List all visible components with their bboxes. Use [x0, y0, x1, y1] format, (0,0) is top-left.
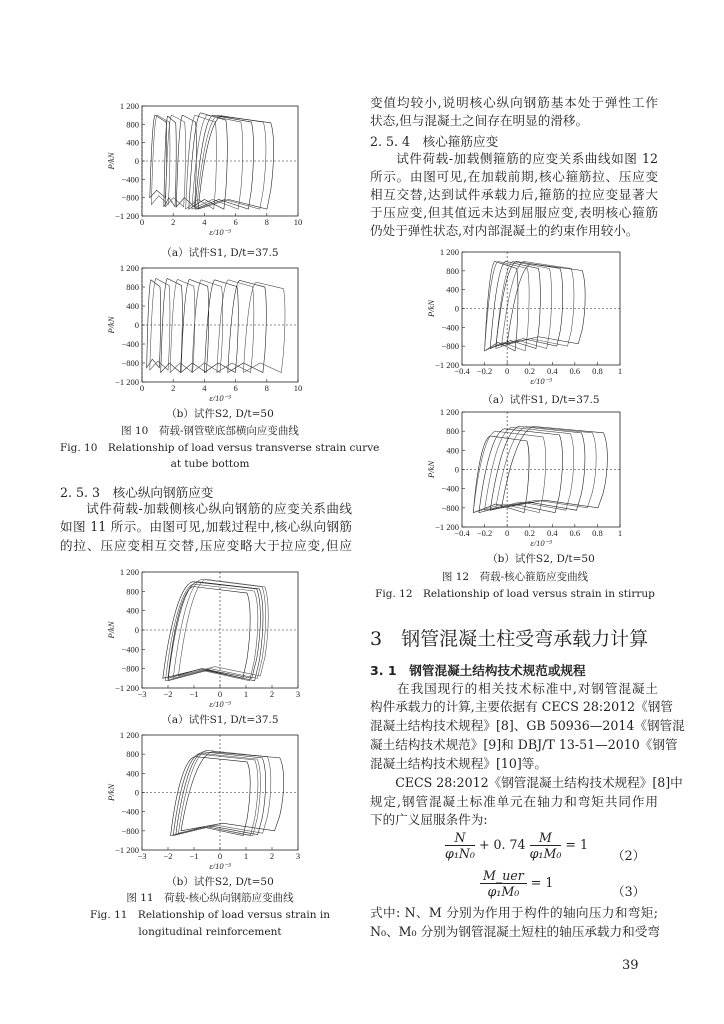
section-heading-2-5-3: 2. 5. 3 核心纵向钢筋应变: [60, 485, 214, 500]
fig12a-subcaption: （a）试件S1, D/t=37.5: [482, 394, 600, 406]
x-tick-label: 0.4: [546, 528, 558, 538]
hysteresis-loop: [161, 278, 183, 372]
y-tick-label: −800: [121, 825, 139, 836]
paragraph-line: 构件承载力的计算,主要依据有 CECS 28:2012《钢管: [370, 699, 673, 714]
x-axis-label: ε/10⁻³: [530, 376, 552, 386]
chart-fig10a: [106, 101, 303, 237]
x-tick-label: 1: [243, 851, 249, 861]
eq3-denominator: φ₁M₀: [487, 884, 520, 899]
y-axis-label: P/kN: [106, 152, 116, 170]
y-tick-label: 800: [446, 426, 459, 437]
y-tick-label: −400: [121, 174, 139, 185]
eq2-denominator-2: φ₁M₀: [529, 846, 562, 861]
plot-frame: [462, 252, 620, 365]
chart-fig10b: [106, 263, 303, 403]
hysteresis-loop: [502, 261, 574, 346]
paragraph-line: 混凝土结构技术规程》[8]、GB 50936—2014《钢管混: [370, 718, 685, 733]
y-axis-label: P/kN: [106, 784, 116, 801]
paragraph-line: 变值均较小,说明核心纵向钢筋基本处于弹性工作: [370, 95, 658, 110]
x-tick-label: −0.2: [476, 366, 493, 376]
eq2-rhs: = 1: [565, 837, 588, 852]
x-tick-label: 0: [139, 383, 145, 393]
chart-fig11b: [106, 730, 301, 871]
paragraph-line: 下的广义屈服条件为:: [370, 812, 488, 827]
y-tick-label: 0: [134, 625, 139, 635]
x-tick-label: 0.2: [524, 528, 536, 538]
x-axis-label: ε/10⁻³: [530, 538, 552, 548]
hysteresis-loop: [490, 426, 585, 510]
y-tick-label: 0: [134, 787, 139, 798]
x-tick-label: 8: [264, 217, 269, 227]
chart-fig12a: [426, 247, 623, 386]
y-tick-label: −800: [121, 358, 139, 368]
y-tick-label: −400: [441, 483, 459, 494]
paragraph-line: 所示。由图可见,在加载前期,核心箍筋拉、压应变: [370, 169, 658, 184]
y-tick-label: 400: [126, 137, 139, 148]
paragraph-line: N₀、M₀ 分别为钢管混凝土短柱的轴压承载力和受弯: [370, 924, 660, 939]
fig11-caption-en-2: longitudinal reinforcement: [138, 926, 282, 938]
hysteresis-loop: [195, 115, 254, 209]
y-tick-label: −1 200: [435, 522, 459, 532]
fig10-caption-en: Fig. 10 Relationship of load versus transverse strain curve: [60, 442, 380, 454]
x-tick-label: 0: [217, 689, 223, 699]
x-tick-label: 2: [269, 851, 275, 861]
fig10a-subcaption: （a）试件S1, D/t=37.5: [161, 247, 279, 259]
paragraph-line: 凝土结构技术规范》[9]和 DBJ/T 13-51—2010《钢管: [370, 737, 678, 752]
hysteresis-loop: [178, 579, 268, 676]
x-tick-label: 4: [202, 217, 207, 227]
y-tick-label: 800: [446, 265, 459, 276]
paragraph-line: 试件荷载-加载侧核心纵向钢筋的应变关系曲线: [60, 501, 352, 516]
fig12-caption-cn: 图 12 荷载-核心箍筋应变曲线: [441, 571, 589, 583]
x-tick-label: −0.2: [476, 528, 493, 538]
fig11-caption-cn: 图 11 荷载-核心纵向钢筋应变曲线: [126, 892, 294, 904]
hysteresis-loop: [228, 280, 267, 372]
y-tick-label: 400: [126, 605, 139, 616]
y-tick-label: 800: [126, 749, 139, 760]
x-tick-label: 6: [233, 383, 238, 393]
y-axis-label: P/kN: [426, 300, 436, 317]
eq3-number: （3）: [612, 884, 646, 899]
x-tick-label: 8: [264, 383, 269, 393]
fig11-caption-en: Fig. 11 Relationship of load versus strain in: [90, 909, 330, 921]
hysteresis-loop: [165, 584, 257, 681]
x-tick-label: −0.4: [454, 528, 470, 538]
y-tick-label: −1 200: [115, 211, 139, 221]
y-tick-label: 0: [454, 464, 459, 475]
x-tick-label: 0.8: [592, 366, 603, 376]
y-tick-label: −1 200: [115, 377, 139, 387]
y-tick-label: 1 200: [119, 101, 139, 111]
x-tick-label: 0.4: [546, 366, 558, 376]
paragraph-line: 试件荷载-加载侧箍筋的应变关系曲线如图 12: [370, 151, 658, 166]
x-tick-label: 2: [171, 383, 176, 393]
x-tick-label: 0.8: [592, 528, 603, 538]
x-tick-label: −1: [189, 851, 199, 861]
y-tick-label: 1 200: [119, 567, 139, 577]
hysteresis-loop: [168, 582, 263, 681]
y-tick-label: 400: [446, 445, 459, 456]
eq2-numerator: N: [445, 830, 475, 846]
paragraph-line: CECS 28:2012《钢管混凝土结构技术规程》[8]中: [370, 775, 683, 790]
x-tick-label: 1: [617, 528, 623, 538]
hysteresis-loop: [178, 750, 270, 833]
hysteresis-loop: [496, 261, 552, 348]
x-tick-label: 3: [295, 689, 301, 699]
paragraph-line: 在我国现行的相关技术标准中,对钢管混凝土: [370, 681, 658, 696]
y-tick-label: 1 200: [439, 247, 459, 257]
x-axis-label: ε/10⁻³: [209, 393, 231, 403]
paragraph-line: 仍处于弹性状态,对内部混凝土的约束作用较小。: [370, 223, 639, 238]
y-tick-label: 800: [126, 586, 139, 597]
y-tick-label: 0: [134, 320, 139, 330]
y-tick-label: 800: [126, 119, 139, 130]
x-tick-label: 1: [617, 366, 623, 376]
section-heading-3-1: 3. 1 钢管混凝土结构技术规范或规程: [370, 663, 586, 678]
x-tick-label: 0.6: [569, 366, 581, 376]
y-tick-label: 0: [454, 303, 459, 314]
hysteresis-loop: [197, 115, 266, 209]
y-axis-label: P/kN: [106, 621, 116, 639]
x-tick-label: 0: [217, 851, 223, 861]
y-tick-label: −400: [121, 339, 139, 349]
y-tick-label: −800: [121, 192, 139, 203]
paragraph-line: 如图 11 所示。由图可见,加载过程中,核心纵向钢筋: [60, 519, 352, 534]
paragraph-line: 规定,钢管混凝土标准单元在轴力和弯矩共同作用: [370, 794, 658, 809]
y-tick-label: −1 200: [115, 845, 139, 855]
y-tick-label: 1 200: [439, 407, 459, 417]
x-tick-label: 10: [293, 383, 303, 393]
y-tick-label: 400: [126, 301, 139, 311]
y-tick-label: 400: [126, 768, 139, 779]
y-tick-label: −800: [441, 502, 459, 513]
paragraph-line: 状态,但与混凝土之间存在明显的滑移。: [370, 113, 589, 128]
x-tick-label: 1: [243, 689, 249, 699]
fig12-caption-en: Fig. 12 Relationship of load versus strain in stirrup: [375, 588, 655, 600]
fig12b-subcaption: （b）试件S2, D/t=50: [487, 553, 595, 565]
y-axis-label: P/kN: [106, 316, 116, 334]
fig10-caption-cn: 图 10 荷载-钢管壁底部横向应变曲线: [121, 425, 299, 437]
x-tick-label: 0: [505, 366, 510, 376]
eq2-numerator-2: M: [530, 830, 562, 846]
y-tick-label: −800: [441, 341, 459, 352]
y-tick-label: −400: [121, 806, 139, 817]
paragraph-line: 于压应变,但其值远未达到屈服应变,表明核心箍筋: [370, 205, 658, 220]
y-tick-label: −400: [121, 644, 139, 655]
eq3-rhs: = 1: [530, 875, 554, 890]
paragraph-line: 式中: N、M 分别为作用于构件的轴向压力和弯矩;: [370, 905, 658, 920]
chart-fig11a: [106, 567, 301, 709]
y-tick-label: 400: [446, 284, 459, 295]
chart-fig12b: [426, 407, 623, 548]
y-tick-label: 800: [126, 282, 139, 292]
y-tick-label: 1 200: [119, 263, 139, 273]
section-heading-2-5-4: 2. 5. 4 核心箍筋应变: [370, 134, 499, 149]
x-axis-label: ε/10⁻³: [209, 699, 231, 709]
equation-2: [445, 830, 588, 861]
eq2-denominator: φ₁N₀: [445, 846, 475, 861]
y-tick-label: 0: [134, 156, 139, 166]
x-tick-label: −3: [137, 851, 147, 861]
y-tick-label: 1 200: [119, 730, 139, 740]
x-tick-label: 0.2: [524, 366, 536, 376]
paragraph-line: 混凝土结构技术规程》[10]等。: [370, 756, 547, 771]
eq2-coefficient: + 0. 74: [478, 837, 526, 852]
equation-3: [480, 868, 553, 899]
x-axis-label: ε/10⁻³: [209, 227, 231, 237]
x-tick-label: 2: [171, 217, 176, 227]
hysteresis-loop: [473, 436, 529, 513]
x-tick-label: 0: [505, 528, 510, 538]
eq3-numerator: M_uer: [480, 868, 527, 884]
x-tick-label: 10: [293, 217, 303, 227]
hysteresis-loop: [173, 579, 265, 678]
section-heading-3: 3 钢管混凝土柱受弯承载力计算: [370, 628, 649, 650]
x-tick-label: −2: [163, 851, 173, 861]
fig10-caption-en-2: at tube bottom: [170, 458, 250, 470]
x-tick-label: 4: [202, 383, 207, 393]
eq2-number: （2）: [612, 848, 646, 863]
y-tick-label: −1 200: [435, 360, 459, 370]
page-number: 39: [622, 958, 639, 973]
y-tick-label: −1 200: [115, 683, 139, 693]
x-tick-label: 6: [233, 217, 238, 227]
paragraph-line: 的拉、压应变相互交替,压应变略大于拉应变,但应: [60, 538, 352, 553]
x-tick-label: −1: [189, 689, 199, 699]
x-axis-label: ε/10⁻³: [209, 861, 231, 871]
paragraph-line: 相互交替,达到试件承载力后,箍筋的拉应变显著大: [370, 187, 658, 202]
hysteresis-loop: [181, 752, 284, 831]
x-tick-label: −0.4: [454, 366, 470, 376]
x-tick-label: −3: [137, 689, 147, 699]
hysteresis-loop: [507, 264, 585, 344]
y-axis-label: P/kN: [426, 461, 436, 478]
x-tick-label: −2: [163, 689, 173, 699]
y-tick-label: −800: [121, 663, 139, 674]
y-tick-label: −400: [441, 322, 459, 333]
fig11b-subcaption: （b）试件S2, D/t=50: [166, 876, 274, 888]
x-tick-label: 0: [139, 217, 145, 227]
fig11a-subcaption: （a）试件S1, D/t=37.5: [161, 714, 279, 726]
fig10b-subcaption: （b）试件S2, D/t=50: [166, 408, 274, 420]
x-tick-label: 0.6: [569, 528, 581, 538]
x-tick-label: 3: [295, 851, 301, 861]
x-tick-label: 2: [269, 689, 275, 699]
